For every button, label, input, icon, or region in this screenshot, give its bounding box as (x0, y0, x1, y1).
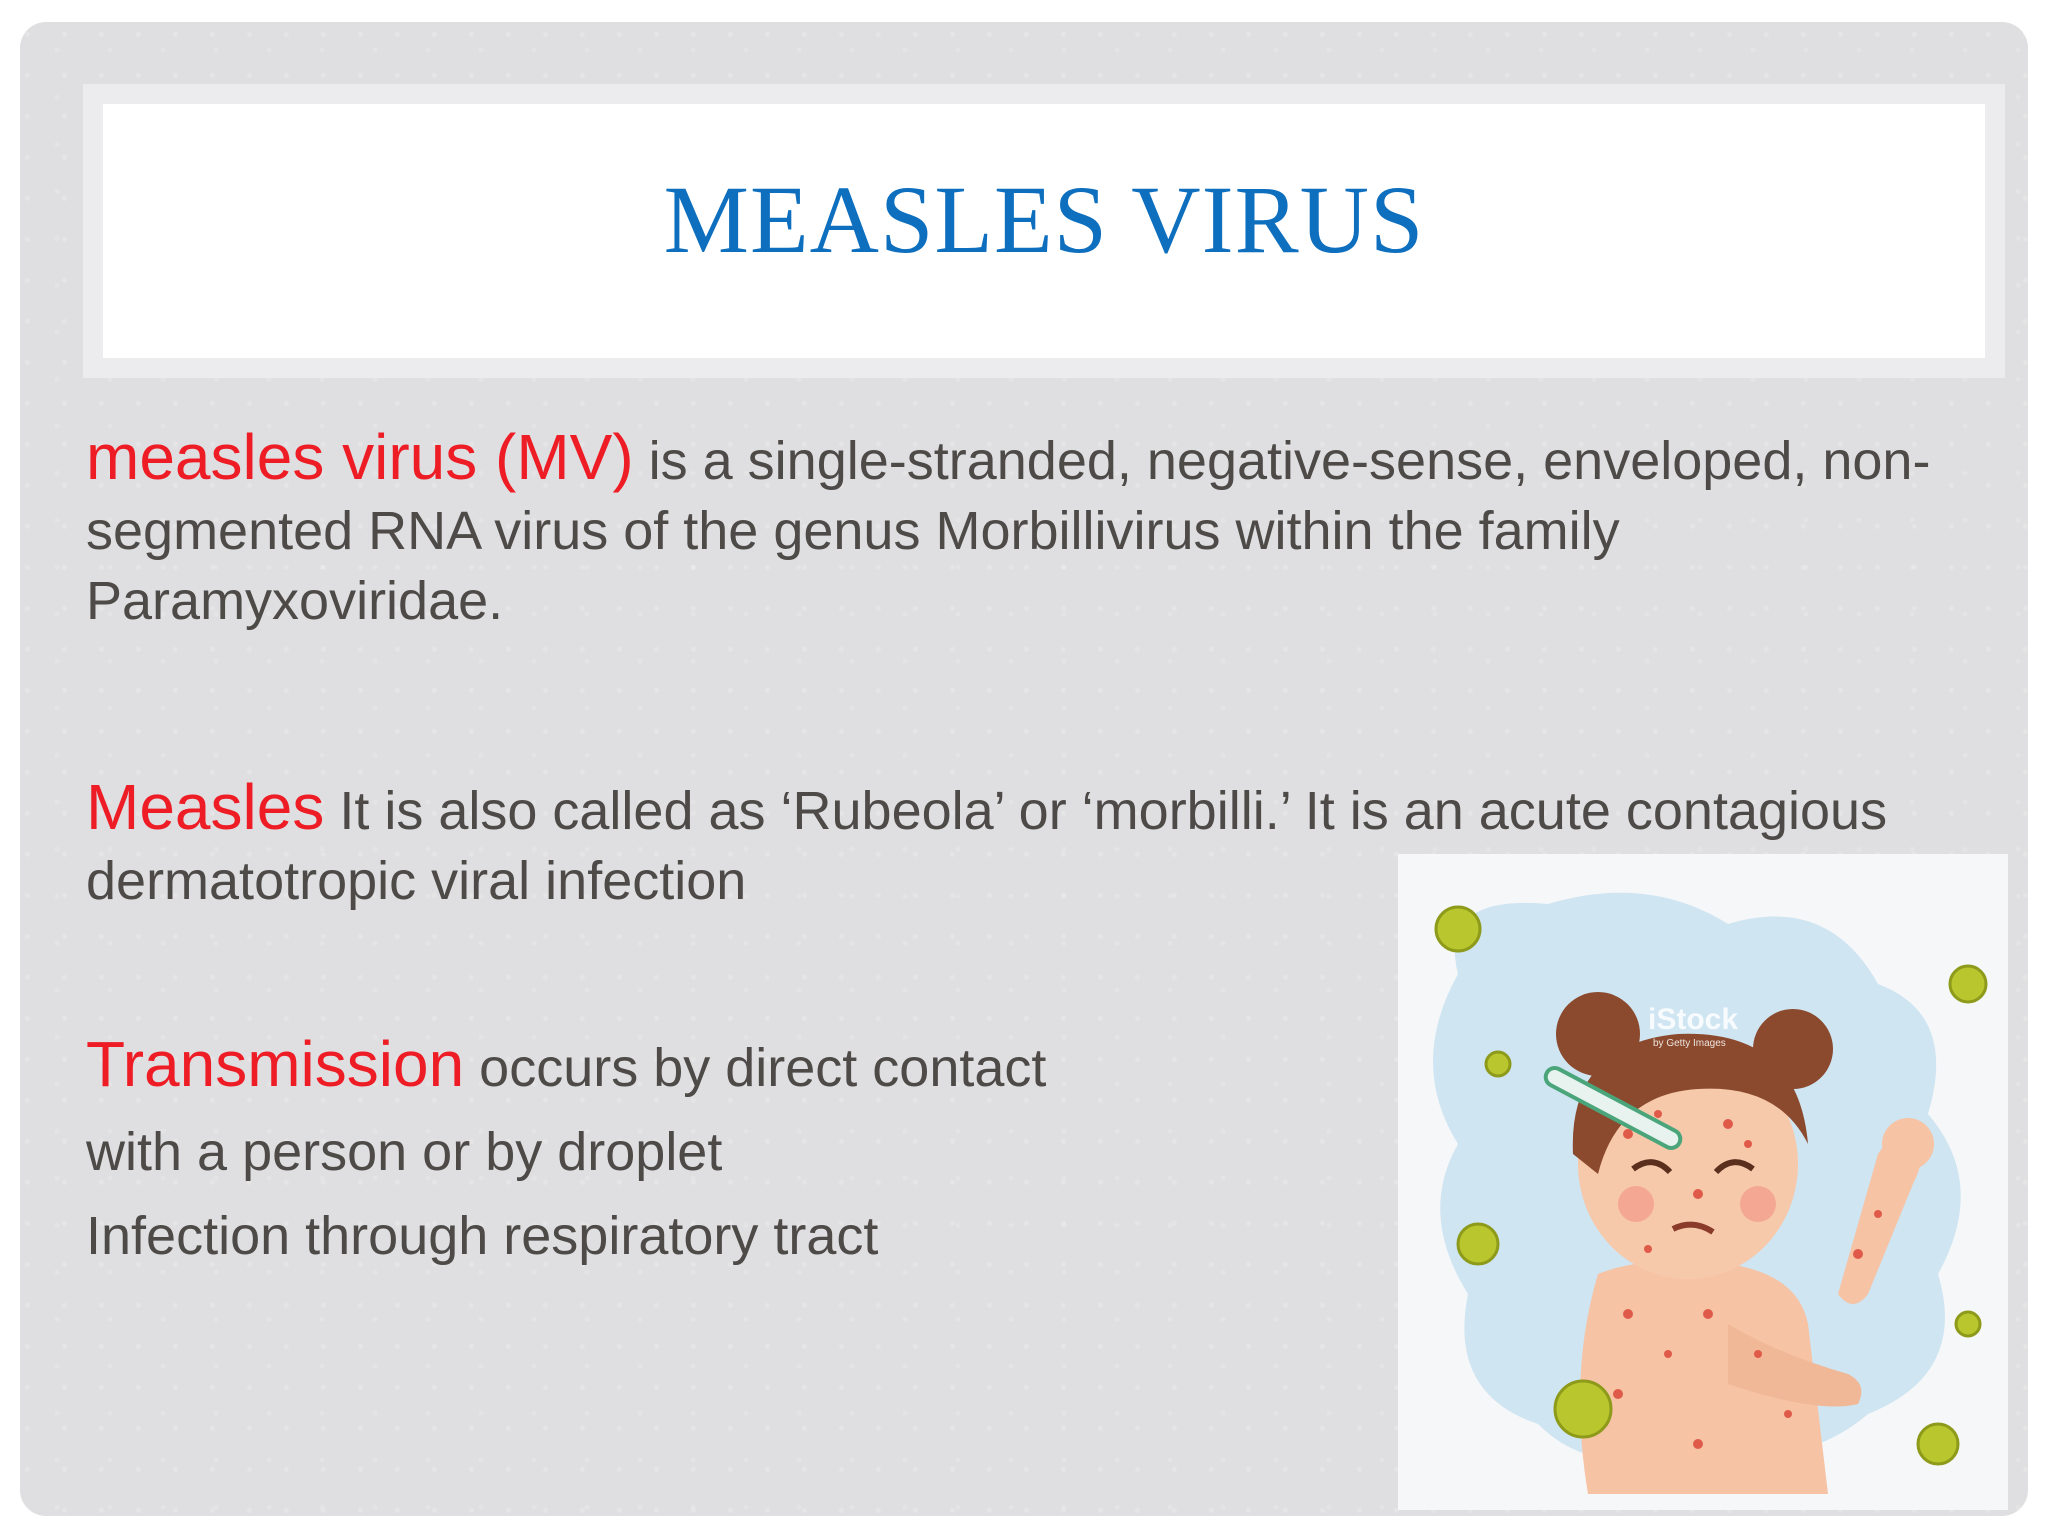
slide (20, 22, 2028, 1516)
highlight-term: measles virus (MV) (86, 421, 634, 493)
slide-title: MEASLES VIRUS (663, 165, 1425, 273)
highlight-term: Transmission (86, 1028, 465, 1100)
paragraph-text: with a person or by droplet (86, 1122, 723, 1182)
sick-child-illustration (1398, 854, 2008, 1510)
illustration-svg (1398, 854, 2008, 1510)
paragraph-text: It is also called as ‘Rubeola’ or ‘morbilli.’ It is an acute contagious dermatotropic viral infection (86, 781, 1888, 911)
title-panel (103, 104, 1985, 358)
paragraph-text: Infection through respiratory tract (86, 1206, 879, 1266)
paragraph-text: occurs by direct contact (464, 1038, 1047, 1098)
paragraph-transmission (86, 1022, 1286, 1278)
title-box (83, 84, 2005, 378)
paragraph-text: is a single-stranded, negative-sense, enveloped, non-segmented RNA virus of the genus Morbillivirus within the family Paramyxoviridae. (86, 431, 1931, 631)
paragraph-measles-virus (86, 422, 1966, 636)
highlight-term: Measles (86, 771, 325, 843)
watermark-text: iStock (1648, 1003, 1739, 1036)
watermark-subtext: by Getty Images (1653, 1038, 1726, 1049)
